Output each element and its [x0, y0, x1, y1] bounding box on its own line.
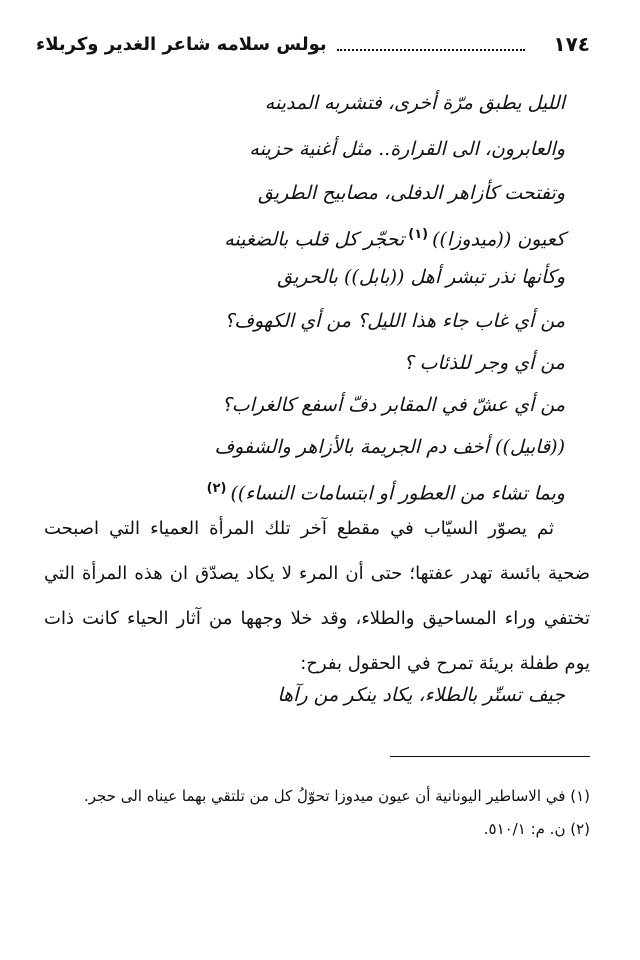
running-title: بولس سلامه شاعر الغدير وكربلاء	[36, 33, 327, 55]
verse-line-1: الليل يطبق مرّة أخرى، فتشربه المدينه	[264, 92, 565, 114]
verse-line-9: ((قابيل)) أخف دم الجريمة بالأزاهر والشفوف	[214, 436, 565, 458]
verse-line-5: وكأنها نذر تبشر أهل ((بابل)) بالحريق	[277, 266, 565, 288]
running-header	[36, 32, 590, 56]
header-dot-leader	[337, 45, 526, 51]
verse-line-final: جيف تستّر بالطلاء، يكاد ينكر من رآها	[277, 684, 565, 706]
footnote-marker-2: (٢)	[206, 481, 227, 496]
verse-line-7: من أي وجر للذئاب ؟	[403, 352, 565, 374]
footnote-marker-1: (١)	[408, 227, 429, 242]
page-number: ١٧٤	[553, 32, 590, 56]
verse-line-4	[60, 220, 565, 250]
footnote-1: (١) في الاساطير اليونانية أن عيون ميدوزا تحوّلُ كل من تلتقي بهما عيناه الى حجر.	[83, 787, 590, 805]
verse-line-10-text: وبما تشاء من العطور أو ابتسامات النساء))	[230, 482, 565, 505]
verse-line-3: وتفتحت كأزاهر الدفلى، مصابيح الطريق	[257, 182, 565, 204]
verse-line-10	[60, 474, 565, 504]
footnote-divider	[390, 756, 590, 757]
verse-line-4-start: كعيون ((ميدوزا))	[432, 228, 565, 251]
verse-line-8: من أي عشّ في المقابر دفّ أسفع كالغراب؟	[221, 394, 565, 416]
verse-line-6: من أي غاب جاء هذا الليل؟ من أي الكهوف؟	[224, 310, 565, 332]
footnote-2: (٢) ن. م: ٥١٠/١.	[483, 820, 590, 838]
prose-text: ثم يصوّر السيّاب في مقطع آخر تلك المرأة العمياء التي اصبحت ضحية بائسة تهدر عفتها؛ حتى أن المرء لا يكاد يصدّق ان هذه المرأة التي تختفي وراء المساحيق والطلاء، وقد خلا وجهها من آثار الحياء كانت ذات يوم طفلة بريئة تمرح في الحقول بفرح:	[44, 518, 590, 674]
verse-line-2: والعابرون، الى القرارة.. مثل أغنية حزينه	[249, 138, 565, 160]
prose-paragraph	[44, 506, 590, 686]
verse-line-4-end: تحجّر كل قلب بالضغينه	[224, 228, 405, 251]
footnotes	[44, 780, 590, 846]
